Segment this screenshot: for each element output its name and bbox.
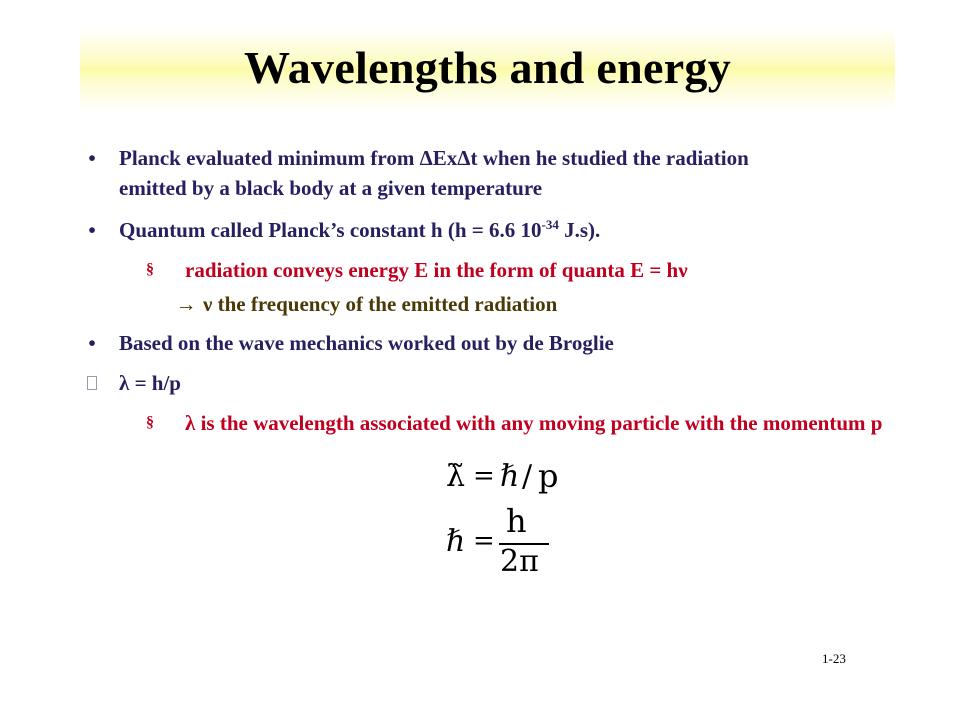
equation-hbar-definition (440, 502, 580, 580)
bullet-text: λ = h/p (119, 371, 181, 395)
bullet-quantum (85, 215, 845, 245)
eq-lhs: λ̃ (446, 459, 466, 494)
bullet-planck (85, 143, 845, 205)
eq-hbar: ℏ (446, 524, 466, 559)
bullet-marker: • (88, 146, 96, 170)
arrow-icon: → (175, 292, 197, 316)
eq-equals: = (473, 461, 495, 491)
section-marker: § (146, 414, 154, 431)
eq-denominator: 2π (500, 544, 539, 579)
delta-symbol: Δ (419, 146, 433, 170)
sub-bullet-text: λ is the wavelength associated with any moving particle with the momentum p (185, 411, 883, 435)
bullet-lambda (85, 368, 845, 398)
section-marker: § (146, 261, 154, 278)
eq-numerator: h (506, 502, 527, 540)
delta-symbol: Δ (457, 146, 471, 170)
bullet-text: Quantum called Planck’s constant h (h = 6.6 $10^{-34}$ J.s). (119, 217, 601, 242)
placeholder-box-icon (87, 376, 97, 390)
eq-equals: = (473, 526, 495, 556)
page-number: 1-23 (822, 651, 846, 666)
bullet-marker: • (88, 218, 96, 242)
sub-sub-bullet-frequency (175, 289, 775, 319)
bullet-marker: • (88, 331, 96, 355)
eq-hbar: ℏ (500, 459, 520, 494)
bullet-de-broglie (85, 328, 845, 358)
eq-momentum: p (538, 457, 559, 495)
exponent: -34 (541, 217, 559, 232)
sub-sub-bullet-text: ν the frequency of the emitted radiation (203, 292, 558, 316)
eq-slash: / (522, 459, 533, 494)
bullet-text: Based on the wave mechanics worked out by de Broglie (119, 331, 614, 355)
sub-bullet-quanta (143, 255, 863, 285)
bullet-text: Planck evaluated minimum from ΔExΔt when he studied the radiation emitted by a black body at a given temperature (119, 146, 749, 200)
slide-title: Wavelengths and energy (243, 42, 732, 93)
sub-bullet-text: radiation conveys energy E in the form of quanta E = hν (185, 258, 688, 282)
equation-reduced-wavelength (440, 455, 580, 499)
